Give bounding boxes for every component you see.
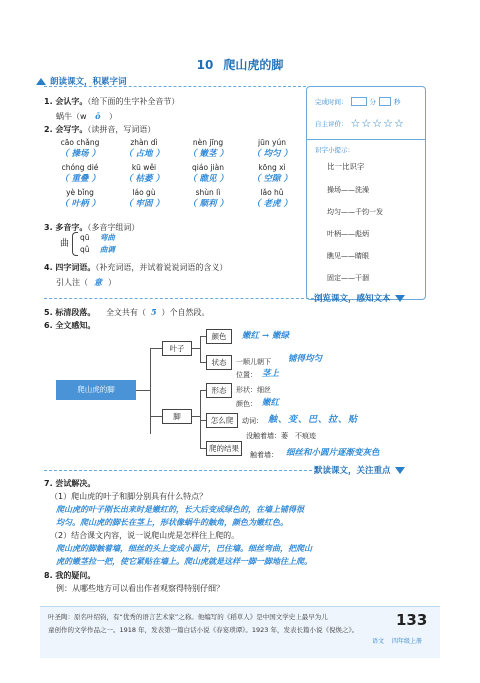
sub-question: （1）爬山虎的叶子和脚分别具有什么特点？ [50,492,208,501]
node-color: 颜色 [206,329,232,344]
minute-unit: 分 [369,98,376,106]
q-hint: （给下面的生字补全音节） [87,97,180,106]
q1-word: 蜗牛（w [56,112,87,121]
pinyin: shùn lì [195,188,221,197]
q3-options [80,232,115,256]
q-label: 7. 尝试解决。 [44,479,96,488]
question-7 [44,478,95,490]
answer: （ 操场 ） [60,149,100,159]
pinyin: jūn yún [258,138,286,147]
lesson-number: 10 [196,58,214,72]
sidebar-box [306,86,426,300]
q5-text: 全文共有（ [105,308,146,317]
time-row [315,97,401,106]
divider [44,86,306,87]
connector [200,390,201,448]
connector [136,390,150,391]
triangle-icon [36,78,46,85]
sub-question: （2）结合课文内容，说一说爬山虎是怎样往上爬的。 [50,531,240,540]
minute-box[interactable] [351,97,367,106]
answer-row [48,147,304,159]
connector [150,416,162,417]
pinyin: lǎo hǔ [260,188,284,197]
q2-grid [48,138,304,209]
answer: （ 嫩茎 ） [188,149,228,159]
answer: （ 枯萎 ） [124,174,164,184]
lesson-title: 爬山虎的脚 [223,58,284,72]
pair: 叶柄——彪炳 [327,230,369,238]
pinyin-row [48,138,304,147]
q8-example: 例：从哪些地方可以看出作者观察得特别仔细？ [56,584,224,593]
time-label: 完成时间： [315,98,348,106]
tip-label: 识字小提示： [315,146,354,154]
q4-text: 引人注（ [56,278,88,287]
answer: （ 瞧见 ） [188,174,228,184]
answer-line: 虎的嫩茎拉一把，使它紧贴在墙上。爬山虎就是这样一脚一脚地往上爬。 [56,556,312,566]
q-label: 5. 标清段落。 [44,308,96,317]
question-8 [44,570,95,582]
connector [200,336,201,362]
triangle-icon [395,295,405,302]
pinyin: nèn jīng [192,138,224,147]
q4-answer-line [56,276,116,289]
q-label: 4. 四字词语。 [44,263,96,272]
subject: 语文 [372,638,385,645]
star-rating-icon[interactable]: ☆☆☆☆☆ [350,117,405,130]
answer: 触、变、巴、拉、贴 [268,415,359,425]
page-title [0,56,480,73]
pinyin: cāo chǎng [60,138,100,147]
pinyin: qǔ [80,245,90,254]
question-5 [44,306,210,319]
pinyin: qū [80,233,90,242]
section-header-3 [314,464,405,476]
q-label: 1. 会认字。 [44,97,88,106]
q-hint: （多音字组词） [87,223,140,232]
q4-close: ） [108,278,116,287]
compare-title: 比一比识字 [327,162,365,171]
answer: 茎上 [262,369,280,379]
eval-row [315,117,405,130]
section-label: 朗读课文，积累字词 [50,77,127,87]
pinyin-row [48,163,304,172]
section-header-2 [314,292,405,304]
answer: 嫩红 [262,398,280,408]
q5-answer: 5 [150,307,157,317]
page-number: 133 [396,611,428,629]
answer-row [48,197,304,209]
answer: （ 老虎 ） [252,199,292,209]
position-label: 位置： [236,371,257,379]
answer: （ 牢固 ） [124,199,164,209]
section-label: 浏览课文，感知文本 [314,294,391,304]
footer-note [48,611,368,637]
answer: （ 均匀 ） [252,149,292,159]
state-text: 一顺儿朝下 [236,358,271,366]
pinyin: qiáo jiàn [192,163,224,172]
answer-line: 爬山虎的脚触着墙，细丝的头上变成小圆片，巴住墙。细丝弯曲，把爬山 [56,543,312,553]
q7-answer-2 [56,542,436,568]
q1-answer-line [56,110,117,123]
node-state: 状态 [206,355,232,370]
node-leaf: 叶子 [162,341,192,356]
answer: 嫩红 → 嫩绿 [242,331,290,341]
connector [150,348,162,349]
answer: 细丝和小圆片逐渐变灰色 [286,448,380,458]
q7-answer-1 [56,503,436,529]
pinyin: kū wěi [131,163,157,172]
q5-close: ）个自然段。 [161,308,210,317]
q-hint: （读拼音，写词语） [87,125,156,134]
mindmap-root: 爬山虎的脚 [56,380,136,400]
q-label: 6. 全文感知。 [44,321,96,330]
action-label: 动词： [242,417,263,425]
q-label: 2. 会写字。 [44,125,88,134]
touch-label: 触着墙： [250,451,278,459]
question-4 [44,262,227,274]
q1-answer: ō [95,111,101,121]
answer: 弯曲 [99,233,115,242]
pinyin-row [48,188,304,197]
q4-answer: 意 [94,277,102,287]
pair: 操场——洗澡 [327,186,369,194]
node-shape: 形态 [206,383,232,398]
footer-meta [372,636,422,645]
pair: 瞧见——睛眼 [327,252,369,260]
note-line: 童创作的文学作品之一。1918 年，发表第一篇白话小说《春宴琐谭》。1923 年，发表长篇小说《倪焕之》。 [48,626,359,634]
no-touch-text: 没触着墙：萎 不痕迹 [246,432,316,440]
answer: （ 叶柄 ） [60,199,100,209]
q-hint: （补充词语，并试着说说词语的含义） [95,263,228,272]
q3-char: 曲 [60,239,70,249]
question-2 [44,124,155,136]
compare-pairs [327,179,383,289]
pinyin: láo gù [132,188,156,197]
color-label: 颜色： [236,400,257,408]
note-line: 叶圣陶：原名叶绍钧，有“优秀的语言艺术家”之称。他编写的《稻草人》是中国文学史上最早为儿 [48,613,328,621]
answer: （ 占地 ） [124,149,164,159]
pinyin: yè bǐng [66,188,94,197]
pinyin: kōng xì [258,163,286,172]
connector [192,348,200,349]
shape-text: 形状：细丝 [236,386,271,394]
q1-close: ） [108,112,117,121]
divider [307,139,425,140]
second-unit: 秒 [394,98,401,106]
answer: （ 顺利 ） [188,199,228,209]
pinyin: zhàn dì [130,138,158,147]
answer: 铺得均匀 [288,354,323,364]
divider [44,470,312,471]
answer-line: 爬山虎的叶子刚长出来时是嫩红的，长大后变成绿色的，在墙上铺得很 [56,504,304,514]
brace [72,232,78,256]
q-label: 3. 多音字。 [44,223,88,232]
grade: 四年级上册 [392,638,423,645]
answer-line: 均匀。爬山虎的脚长在茎上，形状像蜗牛的触角，颜色为嫩红色。 [56,517,288,527]
section-label: 默读课文，关注重点 [314,466,391,476]
eval-label: 自主评价： [315,120,348,128]
second-box[interactable] [379,97,391,106]
q-label: 8. 我的疑问。 [44,571,96,580]
divider [44,298,314,299]
mind-map [56,330,456,470]
node-foot: 脚 [162,409,192,424]
node-result: 爬的结果 [206,441,242,456]
pair: 固定——干涸 [327,274,369,282]
question-1 [44,96,179,108]
answer: 曲调 [99,245,115,254]
pair: 均匀——千钧一发 [327,208,383,216]
node-howclimb: 怎么爬 [206,413,238,428]
pinyin: chóng dié [61,163,99,172]
answer: （ 空隙 ） [252,174,292,184]
answer: （ 重叠 ） [60,174,100,184]
answer-row [48,172,304,184]
triangle-icon [395,467,405,474]
connector [150,348,151,434]
connector [192,416,200,417]
